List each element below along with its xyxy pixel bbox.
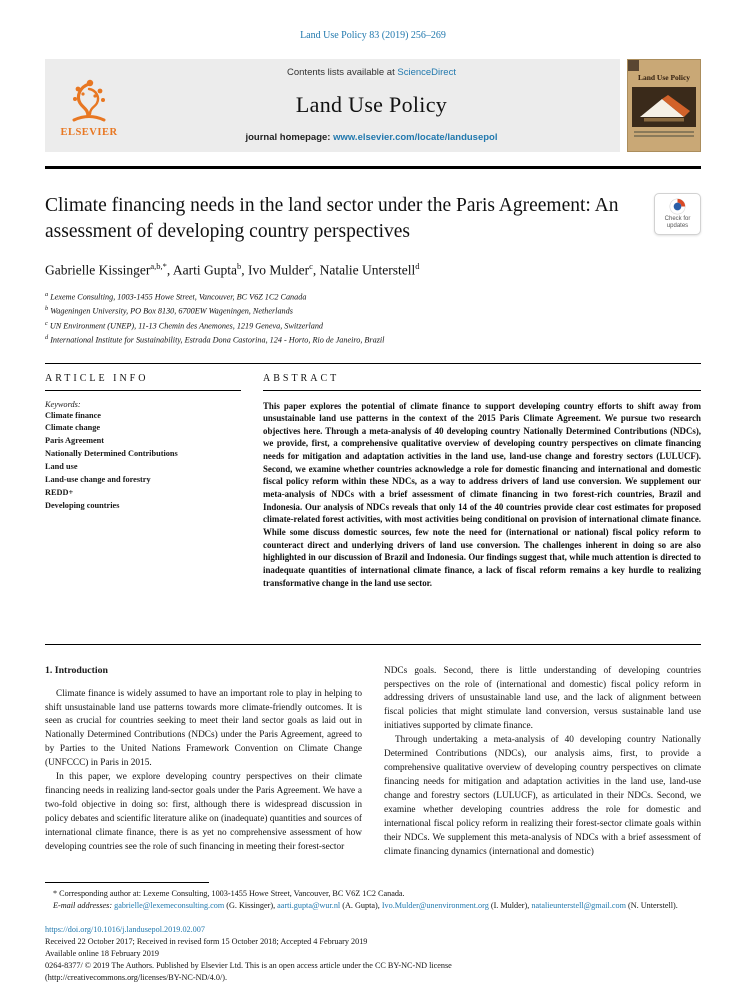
affiliations xyxy=(45,290,701,348)
elsevier-logo[interactable] xyxy=(45,59,133,152)
author-name: Ivo Mulder xyxy=(248,262,310,278)
elsevier-wordmark: ELSEVIER xyxy=(60,127,118,138)
abstract-text: This paper explores the potential of climate finance to support developing country efforts to shift away from unsustainable land use patterns in the context of the 2015 Paris Climate Agreement. We pursue two research objectives here. Through a meta-analysis of 40 developing country Nationally Determined Contributions (NDCs), we provide, first, a comprehensive qualitative overview of developing country perspectives on climate financing needs for mitigation and adaptation activities in the land use, land-use change and forestry sectors (LULUCF). Second, we examine whether countries acknowledge a role for domestic financing and international and domestic fiscal policy reform within these NDCs, as a way to address drivers of land use conversion. We supplement our meta-analysis of NDCs with a brief assessment of climate financing in two forest-rich countries, Brazil and Indonesia. Our analysis of NDCs reveals that only 14 of the 40 countries provide clear cost estimates for proposed climate-related forest activities, with most activities being conditional on provision of international climate finance. While some discuss domestic sources, few note the need for (international or national) fiscal policy reform to counteract direct and underlying drivers of land use conversion. The challenges inherent in doing so are also highlighted in our discussion of Brazil and Indonesia. Our findings suggest that, while much attention is directed to inadequate quantities of international climate finance, a lack of fiscal reform remains a key hurdle to realizing transformative change in the land use sector. xyxy=(263,400,701,588)
article-info-column xyxy=(45,364,241,644)
email-link[interactable]: gabrielle@lexemeconsulting.com xyxy=(114,900,225,910)
body-column-right xyxy=(384,665,701,860)
keywords-label: Keywords: xyxy=(45,399,81,409)
footnote-rule xyxy=(45,882,209,883)
author-superscript: c xyxy=(309,261,313,272)
contents-line xyxy=(287,67,456,78)
article-info-abstract-section xyxy=(45,363,701,645)
affiliation-row: $^a$ Lexeme Consulting, 1003-1455 Howe Street, Vancouver, BC V6Z 1C2 Canada xyxy=(45,290,307,302)
article-title: Climate financing needs in the land sector under the Paris Agreement: An assessment of developing country perspectives xyxy=(45,194,619,243)
publication-block xyxy=(45,924,701,983)
keyword: Developing countries xyxy=(45,500,120,510)
keyword: Paris Agreement xyxy=(45,436,105,446)
check-updates-label: Check for updates xyxy=(664,215,691,229)
section-heading-introduction: 1. Introduction xyxy=(45,664,108,676)
homepage-link[interactable]: www.elsevier.com/locate/landusepol xyxy=(333,132,498,143)
abstract-heading: ABSTRACT xyxy=(263,364,701,391)
masthead xyxy=(45,59,701,152)
keyword: Land-use change and forestry xyxy=(45,474,151,484)
elsevier-tree-icon xyxy=(67,76,111,126)
email-link[interactable]: aarti.gupta@wur.nl xyxy=(277,900,341,910)
license-line: (http://creativecommons.org/licenses/BY-NC-ND/4.0/). xyxy=(45,972,227,982)
contents-prefix: Contents lists available at xyxy=(287,67,398,78)
body-column-left xyxy=(45,665,362,860)
keyword: REDD+ xyxy=(45,487,74,497)
cover-corner-patch xyxy=(628,60,639,71)
affiliation-row: $^c$ UN Environment (UNEP), 11-13 Chemin des Anemones, 1219 Geneva, Switzerland xyxy=(45,319,324,331)
article-info-heading: ARTICLE INFO xyxy=(45,364,241,391)
masthead-center xyxy=(133,59,620,152)
divider-rule xyxy=(45,166,701,169)
journal-title: Land Use Policy xyxy=(295,92,448,117)
author-superscript: a,b,* xyxy=(150,261,167,272)
body-paragraph: Through undertaking a meta-analysis of 40 developing country Nationally Determined Contributions (NDCs), our analysis aims, first, to provide a comprehensive qualitative overview of developing country perspectives on climate financing needs for mitigation and adaptation activities in the land use, land-use change and forestry sectors (LULUCF), as articulated in their NDCs. Second, we examine whether developing countries address the role for domestic and international fiscal policy reform in realizing their forest-sector climate goals within their NDCs. We supplement this meta-analysis of NDCs with a brief assessment of climate financing dynamics (international and domestic) xyxy=(384,735,701,857)
journal-cover-thumbnail xyxy=(627,59,701,152)
abstract-column xyxy=(263,364,701,644)
email-addresses-note: E-mail addresses: gabrielle@lexemeconsulting.com (G. Kissinger), aarti.gupta@wur.nl (A. Gupta), Ivo.Mulder@unenvironment.org (I. Mulder), natalieunterstell@gmail.com (N. Unterstell). xyxy=(53,900,678,910)
authors-line: Gabrielle Kissinger$^{a,b,*}$, Aarti Gupta$^b$, Ivo Mulder$^c$, Natalie Unterstell$^d$ xyxy=(45,261,420,278)
homepage-line xyxy=(245,132,497,143)
keyword: Climate change xyxy=(45,423,101,433)
homepage-label: journal homepage: xyxy=(245,132,334,143)
received-dates: Received 22 October 2017; Received in revised form 15 October 2018; Accepted 4 February 2019 xyxy=(45,937,368,947)
author-superscript: b xyxy=(237,261,242,272)
keyword: Nationally Determined Contributions xyxy=(45,449,178,459)
author-name: Aarti Gupta xyxy=(172,262,237,278)
check-for-updates-badge[interactable] xyxy=(654,193,701,235)
journal-citation: Land Use Policy 83 (2019) 256–269 xyxy=(300,30,446,41)
affiliation-row: $^b$ Wageningen University, PO Box 8130, 6700EW Wageningen, Netherlands xyxy=(45,305,293,316)
footnote-area xyxy=(45,882,701,984)
masthead-box xyxy=(45,59,620,152)
doi-link[interactable]: https://doi.org/10.1016/j.landusepol.2019.02.007 xyxy=(45,925,205,935)
keyword: Climate finance xyxy=(45,410,101,420)
journal-cover-art xyxy=(632,87,696,127)
author-name: Gabrielle Kissinger xyxy=(45,262,151,278)
email-link[interactable]: Ivo.Mulder@unenvironment.org xyxy=(381,900,489,910)
crossmark-icon xyxy=(669,198,686,215)
body-columns xyxy=(45,665,701,860)
cover-text-lines xyxy=(634,131,694,137)
email-link[interactable]: natalieunterstell@gmail.com xyxy=(531,900,626,910)
corresponding-author-note: * Corresponding author at: Lexeme Consulting, 1003-1455 Howe Street, Vancouver, BC V6Z 1C2 Canada. xyxy=(53,888,405,898)
author-name: Natalie Unterstell xyxy=(319,262,416,278)
body-paragraph: NDCs goals. Second, there is little understanding of developing countries perspectives on the role of (international and domestic) fiscal policy reform in addressing drivers of unsustainable land use, and the lack of alignment between fiscal policies that might stimulate land conversion, versus sustainable land use initiatives supported by climate finance. xyxy=(384,665,701,732)
copyright-line: 0264-8377/ © 2019 The Authors. Published by Elsevier Ltd. This is an open access article under the CC BY-NC-ND license xyxy=(45,960,452,970)
body-paragraph: In this paper, we explore developing country perspectives on their climate financing needs in realizing land-sector goals under the Paris Agreement. We have a two-fold objective in doing so: first, although there is widespread discussion in policy debates and scientific literature alike on (inadequate) quantities and sources of international climate finance, there is as yet no comprehensive assessment of how developing countries see the role of such financing in meeting their forest-sector xyxy=(45,772,362,852)
sciencedirect-link[interactable]: ScienceDirect xyxy=(397,67,456,78)
available-online: Available online 18 February 2019 xyxy=(45,949,159,959)
cover-title: Land Use Policy xyxy=(637,73,691,82)
keyword: Land use xyxy=(45,462,78,471)
affiliation-row: $^d$ International Institute for Sustainability, Estrada Dona Castorina, 124 - Horto, Rio de Janeiro, Brazil xyxy=(45,334,385,345)
author-superscript: d xyxy=(415,261,420,272)
body-paragraph: Climate finance is widely assumed to have an important role to play in helping to shift unsustainable land use patterns towards more climate-friendly outcomes. It is seen as crucial for countries seeking to meet their land sector goals as laid out in Nationally Determined Contributions (NDCs) under the Paris Agreement, agreed to by Parties to the United Nations Framework Convention on Climate Change (UNFCCC) in Paris in 2015. xyxy=(45,688,362,769)
email-label: E-mail addresses: xyxy=(53,900,115,910)
